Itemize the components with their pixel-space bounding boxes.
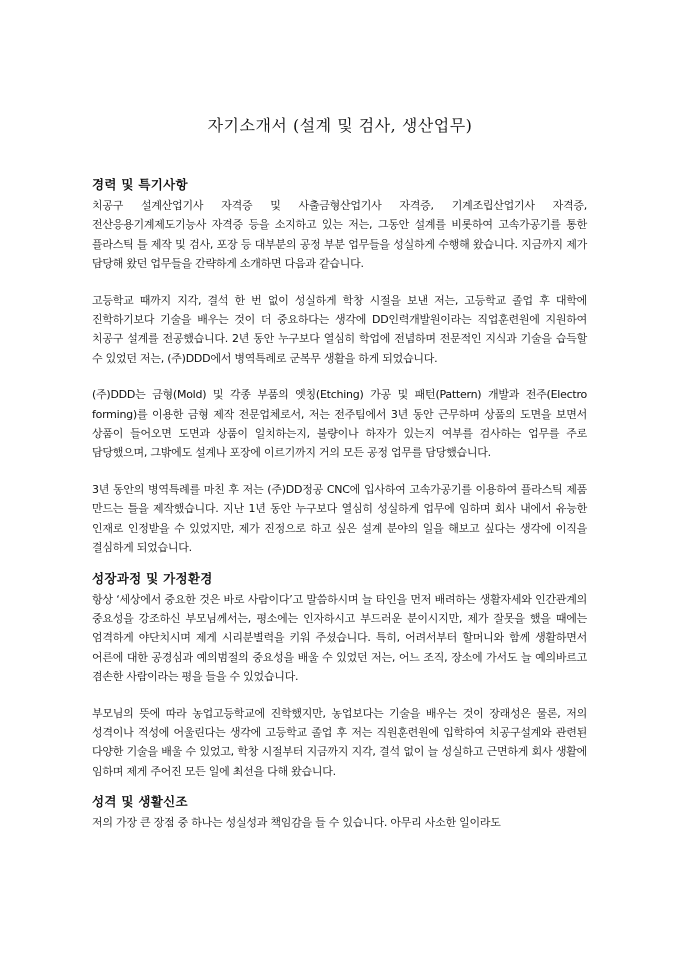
section-personality [92, 793, 587, 832]
section-growth [92, 570, 587, 782]
section-heading: 성격 및 생활신조 [92, 794, 188, 810]
paragraph: 치공구 설계산업기사 자격증 및 사출금형산업기사 자격증, 기계조립산업기사 자격증, 전산응용기계제도기능사 자격증 등을 소지하고 있는 저는, 그동안 설계를 비롯하여 고속가공기를 통한 플라스틱 틀 제작 및 검사, 포장 등 대부분의 공정 부분 업무들을 성실하게 수행해 왔습니다. 지금까지 제가 담당해 왔던 업무들을 간략하게 소개하면 다음과 같습니다. [92, 199, 587, 271]
paragraph: 항상 ‘세상에서 중요한 것은 바로 사람이다’고 말씀하시며 늘 타인을 먼저 배려하는 생활자세와 인간관계의 중요성을 강조하신 부모님께서는, 평소에는 인자하시고 부드러운 분이시지만, 제가 잘못을 했을 때에는 엄격하게 야단치시며 제게 시리분별력을 키워 주셨습니다. 특히, 어려서부터 할머니와 함께 생활하면서 어른에 대한 공경심과 예의범절의 중요성을 배울 수 있었던 저는, 어느 조직, 장소에 가서도 늘 예의바르고 겸손한 사람이라는 평을 들을 수 있었습니다. [92, 592, 587, 684]
paragraph: 저의 가장 큰 장점 중 하나는 성실성과 책임감을 들 수 있습니다. 아무리 사소한 일이라도 [92, 816, 501, 830]
document-title: 자기소개서 (설계 및 검사, 생산업무) [207, 116, 473, 135]
section-heading: 경력 및 특기사항 [92, 177, 188, 192]
section-heading: 성장과정 및 가정환경 [92, 570, 213, 586]
paragraph: 부모님의 뜻에 따라 농업고등학교에 진학했지만, 농업보다는 기술을 배우는 것이 장래성은 물론, 저의 성격이나 적성에 어울린다는 생각에 고등학교 졸업 후 저는 직원훈련원에 입학하여 치공구설계와 관련된 다양한 기술을 배울 수 있었고, 학창 시절부터 지금까지 지각, 결석 없이 늘 성실하고 근면하게 회사 생활에 임하며 제게 주어진 모든 일에 최선을 다해 왔습니다. [92, 706, 587, 778]
paragraph: (주)DDD는 금형(Mold) 및 각종 부품의 엣칭(Etching) 가공 및 패턴(Pattern) 개발과 전주(Electro forming)를 이용한 금형 제작 전문업체로서, 저는 전주팀에서 3년 동안 근무하며 상품의 도면을 보면서 상품이 들어오면 도면과 상품이 일치하는지, 불량이나 하자가 있는지 여부를 검사하는 업무를 주로 담당했으며, 그밖에도 설계나 포장에 이르기까지 거의 모든 공정 업무를 담당했습니다. [92, 388, 587, 460]
section-career [92, 176, 587, 558]
document-body [92, 176, 587, 833]
paragraph: 3년 동안의 병역특례를 마친 후 저는 (주)DD정공 CNC에 입사하여 고속가공기를 이용하여 플라스틱 제품 만드는 틀을 제작했습니다. 지난 1년 동안 누구보다 열심히 성실하게 업무에 임하며 회사 내에서 유능한 인재로 인정받을 수 있었지만, 제가 진정으로 하고 싶은 설계 분야의 일을 해보고 싶다는 생각에 이직을 결심하게 되었습니다. [92, 482, 587, 555]
paragraph: 고등학교 때까지 지각, 결석 한 번 없이 성실하게 학창 시절을 보낸 저는, 고등학교 졸업 후 대학에 진학하기보다 기술을 배우는 것이 더 중요하다는 생각에 DD인력개발원이라는 직업훈련원에 지원하여 치공구 설계를 전공했습니다. 2년 동안 누구보다 열심히 학업에 전념하며 전문적인 지식과 기술을 습득할 수 있었던 저는, (주)DDD에서 병역특례로 군복무 생활을 하게 되었습니다. [92, 293, 587, 365]
